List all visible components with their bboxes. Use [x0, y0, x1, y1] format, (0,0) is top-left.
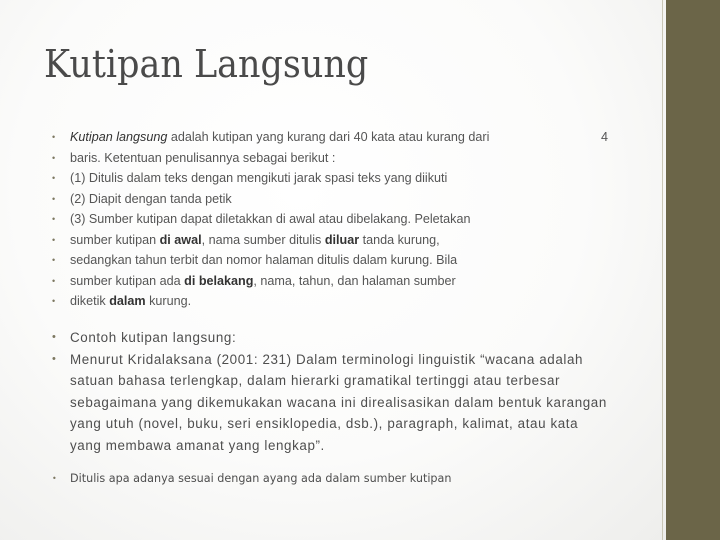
bold-text: dalam [109, 294, 146, 308]
note-list [52, 471, 612, 487]
list-text: baris. Ketentuan penulisannya sebagai berikut : [70, 150, 336, 165]
list-text: sumber kutipan [70, 232, 160, 247]
list-text: Contoh kutipan langsung: [70, 330, 237, 345]
list-item [52, 271, 612, 292]
list-item [52, 349, 612, 457]
bullet-icon: • [52, 255, 56, 265]
bullet-icon: • [52, 234, 56, 245]
bullet-icon: • [52, 193, 56, 204]
list-item [52, 230, 612, 251]
bullet-icon: • [52, 352, 57, 365]
list-text: sumber kutipan ada [70, 273, 185, 288]
slide-title: Kutipan Langsung [44, 42, 369, 86]
example-list [52, 327, 612, 457]
bold-text: di awal [159, 232, 202, 247]
list-item [52, 291, 612, 312]
list-text: (1) Ditulis dalam teks dengan mengikuti jarak spasi teks yang diikuti [70, 171, 448, 185]
bold-text: di belakang [184, 273, 254, 288]
list-item [52, 250, 612, 271]
list-item [52, 148, 612, 169]
bullet-icon: • [52, 474, 57, 483]
bullet-icon: • [52, 173, 56, 183]
list-text: Ditulis apa adanya sesuai dengan ayang ada dalam sumber kutipan [70, 472, 452, 485]
list-item [52, 189, 612, 210]
bullet-icon: • [52, 152, 56, 163]
list-item [52, 127, 612, 148]
list-item [52, 471, 612, 487]
bullet-icon: • [52, 331, 57, 343]
line-number-text: 4 [601, 130, 609, 144]
list-item [52, 209, 612, 230]
accent-line [662, 0, 663, 540]
list-text: , nama, tahun, dan halaman sumber [253, 273, 456, 288]
list-text: diketik [70, 294, 110, 308]
list-text: sedangkan tahun terbit dan nomor halaman ditulis dalam kurung. Bila [70, 253, 458, 267]
rules-list [52, 127, 612, 312]
bullet-icon: • [52, 214, 56, 224]
list-text: (2) Diapit dengan tanda petik [70, 191, 232, 206]
list-text: kurung. [145, 294, 192, 308]
list-text: , nama sumber ditulis [201, 232, 325, 247]
bullet-icon: • [52, 296, 56, 306]
list-item [52, 327, 612, 349]
quote-text: Menurut Kridalaksana (2001: 231) Dalam terminologi linguistik “wacana adalah satuan bahasa terlengkap, dalam hierarki gramatikal tertinggi atau terbesar sebagaimana yang dikemukakan wacana ini direalisasikan dalam bentuk karangan yang utuh (novel, buku, seri ensiklopedia, dsb.), paragraph, kalimat, atau kata yang membawa amanat yang lengkap”. [70, 351, 607, 453]
bullet-icon: • [52, 132, 56, 142]
term-text: Kutipan langsung [70, 130, 168, 144]
list-text: adalah kutipan yang kurang dari 40 kata atau kurang dari [167, 130, 490, 144]
list-text: (3) Sumber kutipan dapat diletakkan di awal atau dibelakang. Peletakan [70, 212, 471, 226]
bullet-icon: • [52, 275, 56, 286]
bold-text: diluar [324, 232, 360, 247]
list-item [52, 168, 612, 189]
side-accent-bar [666, 0, 720, 540]
list-text: tanda kurung, [359, 232, 440, 247]
